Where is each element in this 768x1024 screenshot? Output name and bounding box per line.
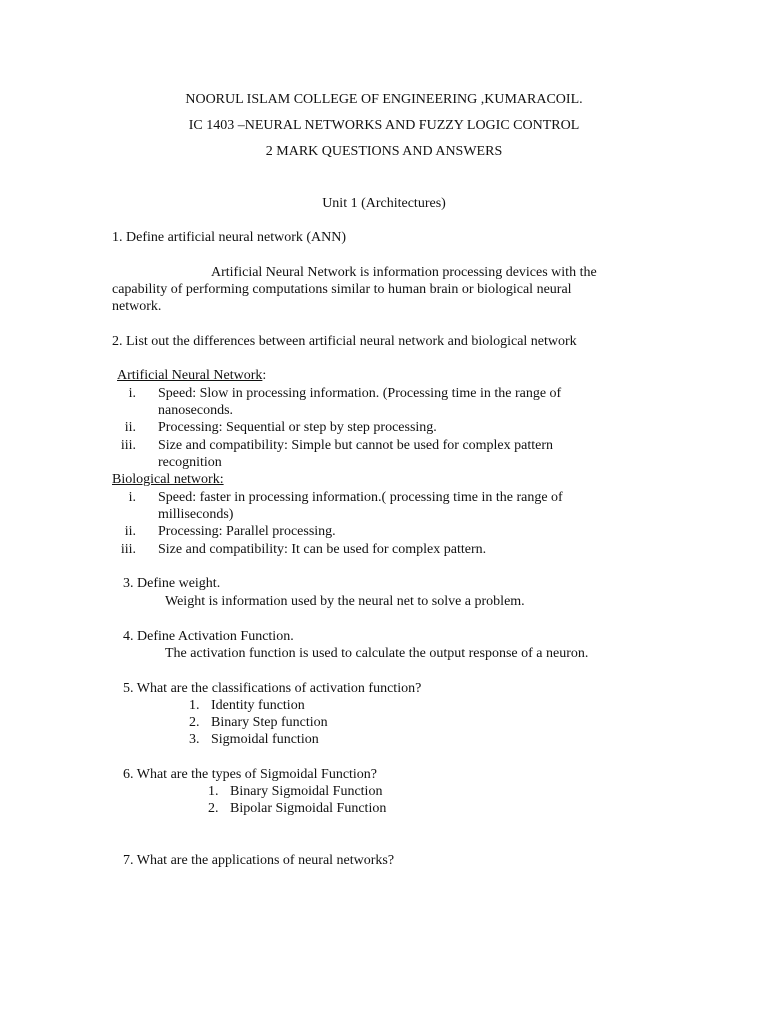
list-number: i. xyxy=(128,386,136,401)
list-item-text: Sigmoidal function xyxy=(211,732,319,747)
college-name: NOORUL ISLAM COLLEGE OF ENGINEERING ,KUMARACOIL. xyxy=(185,92,583,107)
list-item-text: recognition xyxy=(158,455,222,470)
document-subtitle: 2 MARK QUESTIONS AND ANSWERS xyxy=(265,144,503,159)
list-item-text: Binary Step function xyxy=(211,715,328,730)
question-7: 7. What are the applications of neural networks? xyxy=(123,853,395,868)
list-item-text: Size and compatibility: Simple but cannot be used for complex pattern xyxy=(158,438,554,453)
list-number: ii. xyxy=(124,524,136,539)
answer-3: Weight is information used by the neural net to solve a problem. xyxy=(165,594,525,609)
ann-heading-colon: : xyxy=(262,368,267,383)
list-item-text: Bipolar Sigmoidal Function xyxy=(230,801,387,816)
list-item-text: Identity function xyxy=(211,698,305,713)
question-1: 1. Define artificial neural network (ANN) xyxy=(112,230,347,245)
list-item-text: nanoseconds. xyxy=(158,403,234,418)
answer-1-line: capability of performing computations similar to human brain or biological neural xyxy=(112,282,572,297)
ann-heading-text: Artificial Neural Network xyxy=(117,368,263,383)
list-number: iii. xyxy=(120,542,136,557)
list-item-text: Processing: Sequential or step by step processing. xyxy=(158,420,437,435)
question-2: 2. List out the differences between artificial neural network and biological network xyxy=(112,334,577,349)
answer-4: The activation function is used to calculate the output response of a neuron. xyxy=(165,646,589,661)
list-item-text: Speed: Slow in processing information. (Processing time in the range of xyxy=(158,386,562,401)
list-number: ii. xyxy=(124,420,136,435)
list-number: i. xyxy=(128,490,136,505)
list-number: iii. xyxy=(120,438,136,453)
list-number: 1. xyxy=(189,698,200,713)
list-number: 2. xyxy=(189,715,200,730)
list-item-text: milliseconds) xyxy=(158,507,234,522)
list-number: 3. xyxy=(189,732,200,747)
list-item-text: Binary Sigmoidal Function xyxy=(230,784,383,799)
answer-1-line: network. xyxy=(112,299,162,314)
unit-title: Unit 1 (Architectures) xyxy=(322,196,446,211)
ann-heading xyxy=(117,367,266,384)
question-6: 6. What are the types of Sigmoidal Function? xyxy=(123,767,378,782)
list-item-text: Speed: faster in processing information.( processing time in the range of xyxy=(158,490,563,505)
list-item-text: Processing: Parallel processing. xyxy=(158,524,336,539)
bio-heading: Biological network: xyxy=(112,472,224,487)
question-3: 3. Define weight. xyxy=(123,576,221,591)
answer-1-line: Artificial Neural Network is information processing devices with the xyxy=(211,265,597,280)
list-number: 2. xyxy=(208,801,219,816)
course-title: IC 1403 –NEURAL NETWORKS AND FUZZY LOGIC CONTROL xyxy=(188,118,580,133)
question-4: 4. Define Activation Function. xyxy=(123,629,294,644)
list-item-text: Size and compatibility: It can be used for complex pattern. xyxy=(158,542,487,557)
list-number: 1. xyxy=(208,784,219,799)
question-5: 5. What are the classifications of activation function? xyxy=(123,681,422,696)
